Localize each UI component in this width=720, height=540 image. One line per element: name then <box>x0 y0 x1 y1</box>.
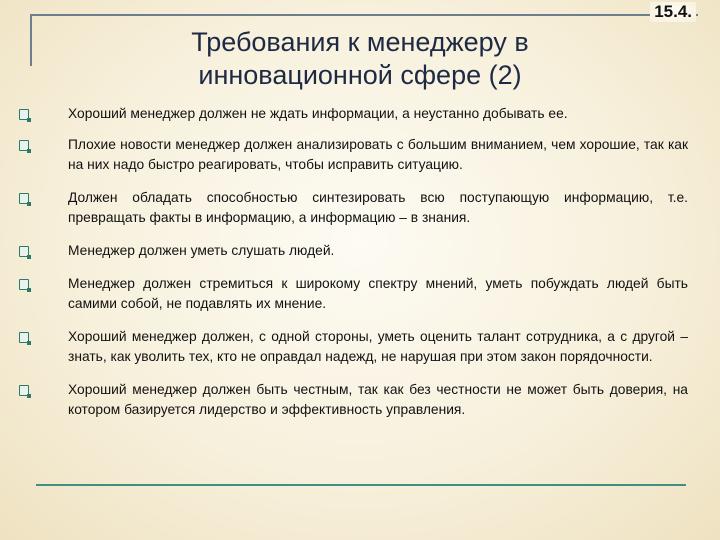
square-bullet-icon <box>19 385 29 396</box>
slide-title-line-2: инновационной сфере (2) <box>198 60 522 90</box>
bullet-text: Хороший менеджер должен не ждать информации, а неустанно добывать ее. <box>68 106 568 121</box>
slide-frame-left-line <box>30 14 32 66</box>
square-bullet-icon <box>19 140 29 151</box>
bullet-item <box>16 135 688 175</box>
square-bullet-icon <box>19 193 29 204</box>
square-bullet-icon <box>19 279 29 290</box>
bullet-item <box>16 104 688 124</box>
bullet-item <box>16 380 688 420</box>
bullet-text: Плохие новости менеджер должен анализировать с большим вниманием, чем хорошие, так как на них надо быстро реагировать, чтобы исправить ситуацию. <box>68 137 688 172</box>
bullet-text: Менеджер должен уметь слушать людей. <box>68 243 335 258</box>
square-bullet-icon <box>19 246 29 257</box>
slide-number: 15.4. <box>650 2 696 22</box>
bullet-text: Хороший менеджер должен быть честным, так как без честности не может быть доверия, на котором базируется лидерство и эффективность управления. <box>68 382 688 417</box>
square-bullet-icon <box>19 109 29 120</box>
bottom-divider-line <box>36 484 686 486</box>
bullet-item <box>16 188 688 228</box>
square-bullet-icon <box>19 332 29 343</box>
bullet-text: Менеджер должен стремиться к широкому спектру мнений, уметь побуждать людей быть самими собой, не подавлять их мнение. <box>68 276 688 311</box>
slide-frame-top-line <box>30 14 698 16</box>
slide-title <box>100 26 620 92</box>
bullet-item <box>16 327 688 367</box>
bullet-text: Хороший менеджер должен, с одной стороны, уметь оценить талант сотрудника, а с другой – знать, как уволить тех, кто не оправдал надежд, не нарушая при этом закон порядочности. <box>68 329 688 364</box>
slide-title-line-1: Требования к менеджеру в <box>191 27 529 57</box>
bullet-item <box>16 241 688 261</box>
bullet-item <box>16 274 688 314</box>
bullet-list <box>16 104 688 433</box>
bullet-text: Должен обладать способностью синтезировать всю поступающую информацию, т.е. превращать факты в информацию, а информацию – в знания. <box>68 190 688 225</box>
